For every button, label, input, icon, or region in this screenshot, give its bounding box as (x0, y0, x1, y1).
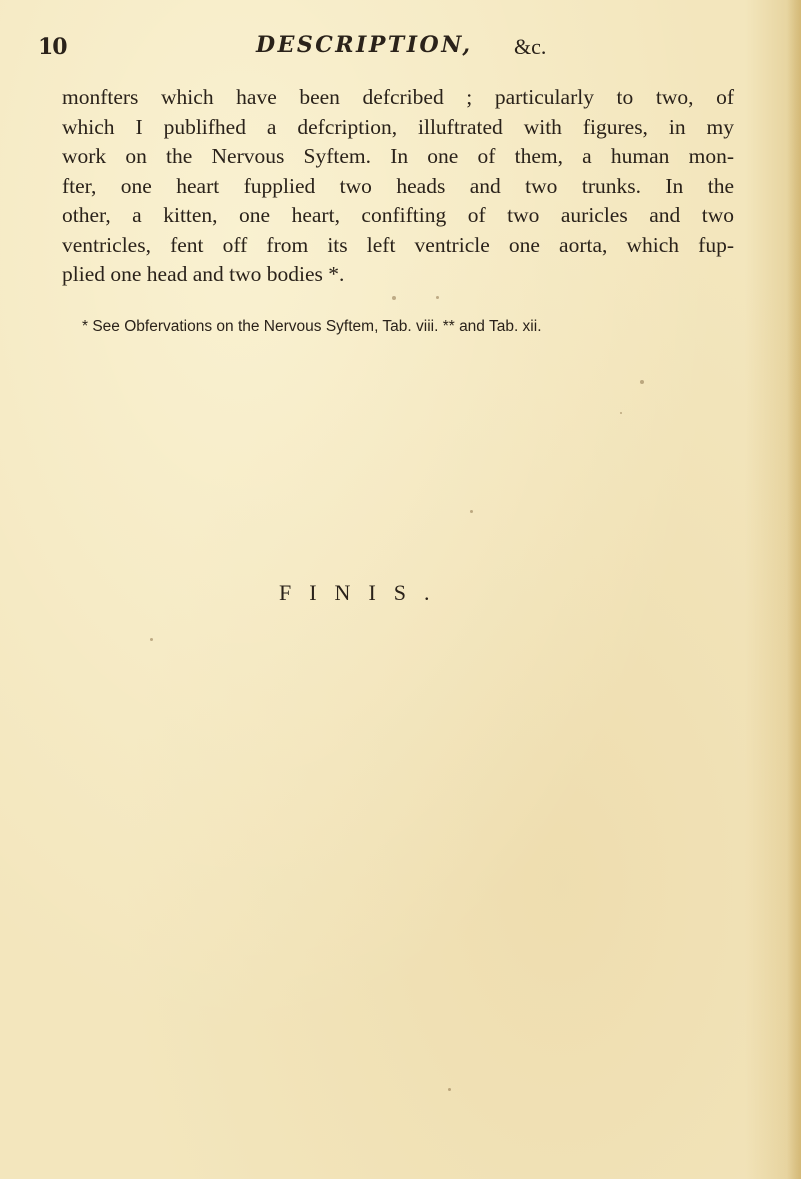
paper-speck (640, 380, 644, 384)
body-paragraph (62, 83, 734, 290)
running-head: DESCRIPTION, (256, 32, 473, 58)
paper-speck (150, 638, 153, 641)
paper-speck (436, 296, 439, 299)
body-line: fter, one heart fupplied two heads and two trunks. In the (62, 173, 734, 198)
body-line: monfters which have been defcribed ; particularly to two, of (62, 85, 734, 109)
body-line: which I publifhed a defcription, illuftrated with figures, in my (62, 114, 734, 139)
footnote: * See Obfervations on the Nervous Syftem, Tab. viii. ** and Tab. xii. (82, 318, 542, 335)
page-header (38, 30, 738, 66)
page-edge-shadow (787, 0, 801, 1179)
body-line: ventricles, fent off from its left ventricle one aorta, which fup- (62, 232, 734, 257)
paper-speck (470, 510, 473, 513)
paper-speck (448, 1088, 451, 1091)
running-head-suffix: &c. (514, 34, 547, 59)
finis-closing: FINIS. (279, 580, 448, 605)
body-line: plied one head and two bodies *. (62, 262, 345, 286)
paper-speck (620, 412, 622, 414)
body-line: other, a kitten, one heart, confifting of two auricles and two (62, 203, 734, 227)
paper-speck (392, 296, 396, 300)
page-number: 10 (38, 34, 67, 60)
body-line: work on the Nervous Syftem. In one of them, a human mon- (62, 144, 734, 168)
